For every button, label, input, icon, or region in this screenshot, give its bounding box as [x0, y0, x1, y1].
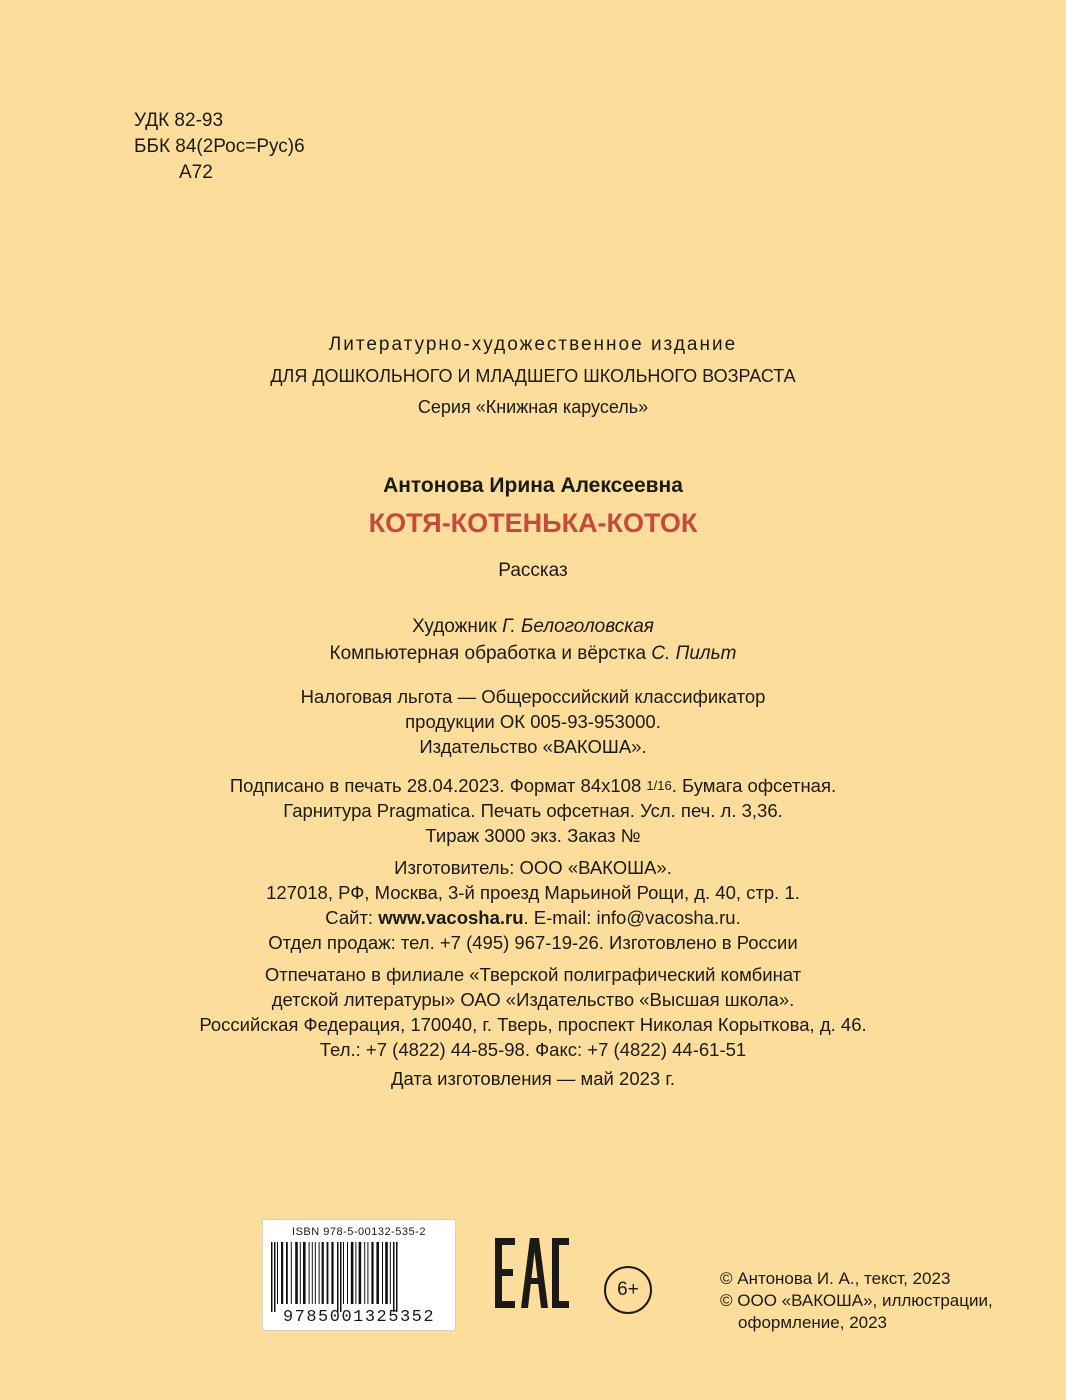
credits — [0, 613, 1066, 667]
barcode-bars — [269, 1242, 449, 1312]
barcode-bar — [271, 1242, 273, 1312]
print-format-fraction: 1/16 — [646, 778, 672, 793]
printer-line: Российская Федерация, 170040, г. Тверь, проспект Николая Корыткова, д. 46. — [199, 1014, 867, 1035]
layout-name: С. Пильт — [651, 643, 737, 664]
barcode-bar — [371, 1242, 373, 1304]
isbn-barcode — [262, 1219, 456, 1331]
printer-line: Тел.: +7 (4822) 44-85-98. Факс: +7 (4822) 44-61-51 — [319, 1039, 747, 1060]
sales-phone: Отдел продаж: тел. +7 (495) 967-19-26. Изготовлено в России — [268, 932, 798, 953]
barcode-bar — [291, 1242, 292, 1304]
barcode-bar — [312, 1242, 313, 1304]
barcode-bar — [367, 1242, 368, 1304]
print-line — [0, 773, 1066, 798]
barcode-bar — [277, 1242, 278, 1304]
manufacturer-line: Изготовитель: ООО «ВАКОША». — [394, 857, 672, 878]
manufacturer-info — [0, 855, 1066, 955]
ean-digits: 9785001325352 — [282, 1308, 436, 1327]
barcode-bar — [315, 1242, 316, 1304]
barcode-bar — [351, 1242, 354, 1304]
copyright-line: оформление, 2023 — [738, 1313, 888, 1332]
book-title: КОТЯ-КОТЕНЬКА-КОТОК — [368, 508, 698, 538]
barcode-bar — [396, 1242, 398, 1312]
classification-codes — [134, 108, 305, 186]
barcode-bar — [303, 1242, 306, 1304]
age-rating-badge: 6+ — [604, 1266, 652, 1314]
barcode-bar — [327, 1242, 329, 1304]
barcode-bar — [385, 1242, 388, 1304]
tax-line: Налоговая льгота — Общероссийский классификатор — [300, 686, 766, 707]
edition-type: Литературно-художественное издание — [328, 334, 738, 355]
print-info — [0, 773, 1066, 848]
barcode-bar — [340, 1242, 342, 1312]
book-genre: Рассказ — [498, 560, 568, 581]
printer-line: детской литературы» ОАО «Издательство «Высшая школа». — [271, 989, 795, 1010]
production-date: Дата изготовления — май 2023 г. — [391, 1068, 675, 1089]
barcode-bar — [295, 1242, 298, 1304]
barcode-bar — [376, 1242, 379, 1304]
printer-info — [0, 962, 1066, 1062]
email-text: . E-mail: info@vacosha.ru. — [523, 907, 741, 928]
tax-line: Издательство «ВАКОША». — [419, 736, 647, 757]
barcode-bar — [274, 1242, 276, 1312]
barcode-bar — [382, 1242, 383, 1304]
site-label: Сайт: — [325, 907, 379, 928]
artist-name: Г. Белоголовская — [502, 616, 654, 637]
barcode-bar — [393, 1242, 395, 1312]
barcode-bar — [319, 1242, 320, 1304]
print-line: Гарнитура Pragmatica. Печать офсетная. Усл. печ. л. 3,36. — [283, 800, 783, 821]
print-line: Тираж 3000 экз. Заказ № — [425, 825, 641, 846]
layout-label: Компьютерная обработка и вёрстка — [329, 643, 647, 664]
barcode-bar — [359, 1242, 362, 1304]
copyright-line: © Антонова И. А., текст, 2023 — [720, 1269, 951, 1288]
printer-line: Отпечатано в филиале «Тверской полиграфический комбинат — [264, 964, 802, 985]
print-format: Подписано в печать 28.04.2023. Формат 84х108 — [229, 775, 642, 796]
barcode-bar — [343, 1242, 344, 1304]
barcode-bar — [300, 1242, 301, 1304]
barcode-bar — [322, 1242, 324, 1304]
barcode-bar — [331, 1242, 333, 1304]
copyright-line: © ООО «ВАКОША», иллюстрации, — [720, 1291, 993, 1310]
print-paper: . Бумага офсетная. — [671, 775, 837, 796]
barcode-bar — [355, 1242, 356, 1304]
udk-code: УДК 82-93 — [134, 110, 224, 131]
barcode-bar — [309, 1242, 310, 1304]
barcode-bar — [364, 1242, 365, 1304]
tax-line: продукции ОК 005-93-953000. — [405, 711, 661, 732]
author-name: Антонова Ирина Алексеевна — [383, 474, 683, 497]
manufacturer-address: 127018, РФ, Москва, 3-й проезд Марьиной Рощи, д. 40, стр. 1. — [266, 882, 800, 903]
copyright — [720, 1268, 993, 1334]
tax-info — [0, 684, 1066, 759]
eac-mark-icon — [495, 1238, 569, 1308]
barcode-bar — [347, 1242, 348, 1304]
artist-label: Художник — [412, 616, 497, 637]
isbn-number: ISBN 978-5-00132-535-2 — [292, 1226, 426, 1238]
barcode-bar — [286, 1242, 288, 1304]
bbk-code: ББК 84(2Рос=Рус)6 — [134, 136, 305, 157]
series-name: Серия «Книжная карусель» — [417, 397, 649, 417]
layout-credit — [0, 640, 1066, 667]
author-mark: А72 — [179, 162, 213, 183]
age-group: ДЛЯ ДОШКОЛЬНОГО И МЛАДШЕГО ШКОЛЬНОГО ВОЗРАСТА — [270, 366, 796, 386]
artist-credit — [0, 613, 1066, 640]
manufacturer-contacts — [0, 905, 1066, 930]
site-link[interactable]: www.vacosha.ru — [378, 907, 524, 928]
barcode-bar — [337, 1242, 339, 1312]
barcode-bar — [281, 1242, 283, 1304]
barcode-bar — [390, 1242, 391, 1304]
